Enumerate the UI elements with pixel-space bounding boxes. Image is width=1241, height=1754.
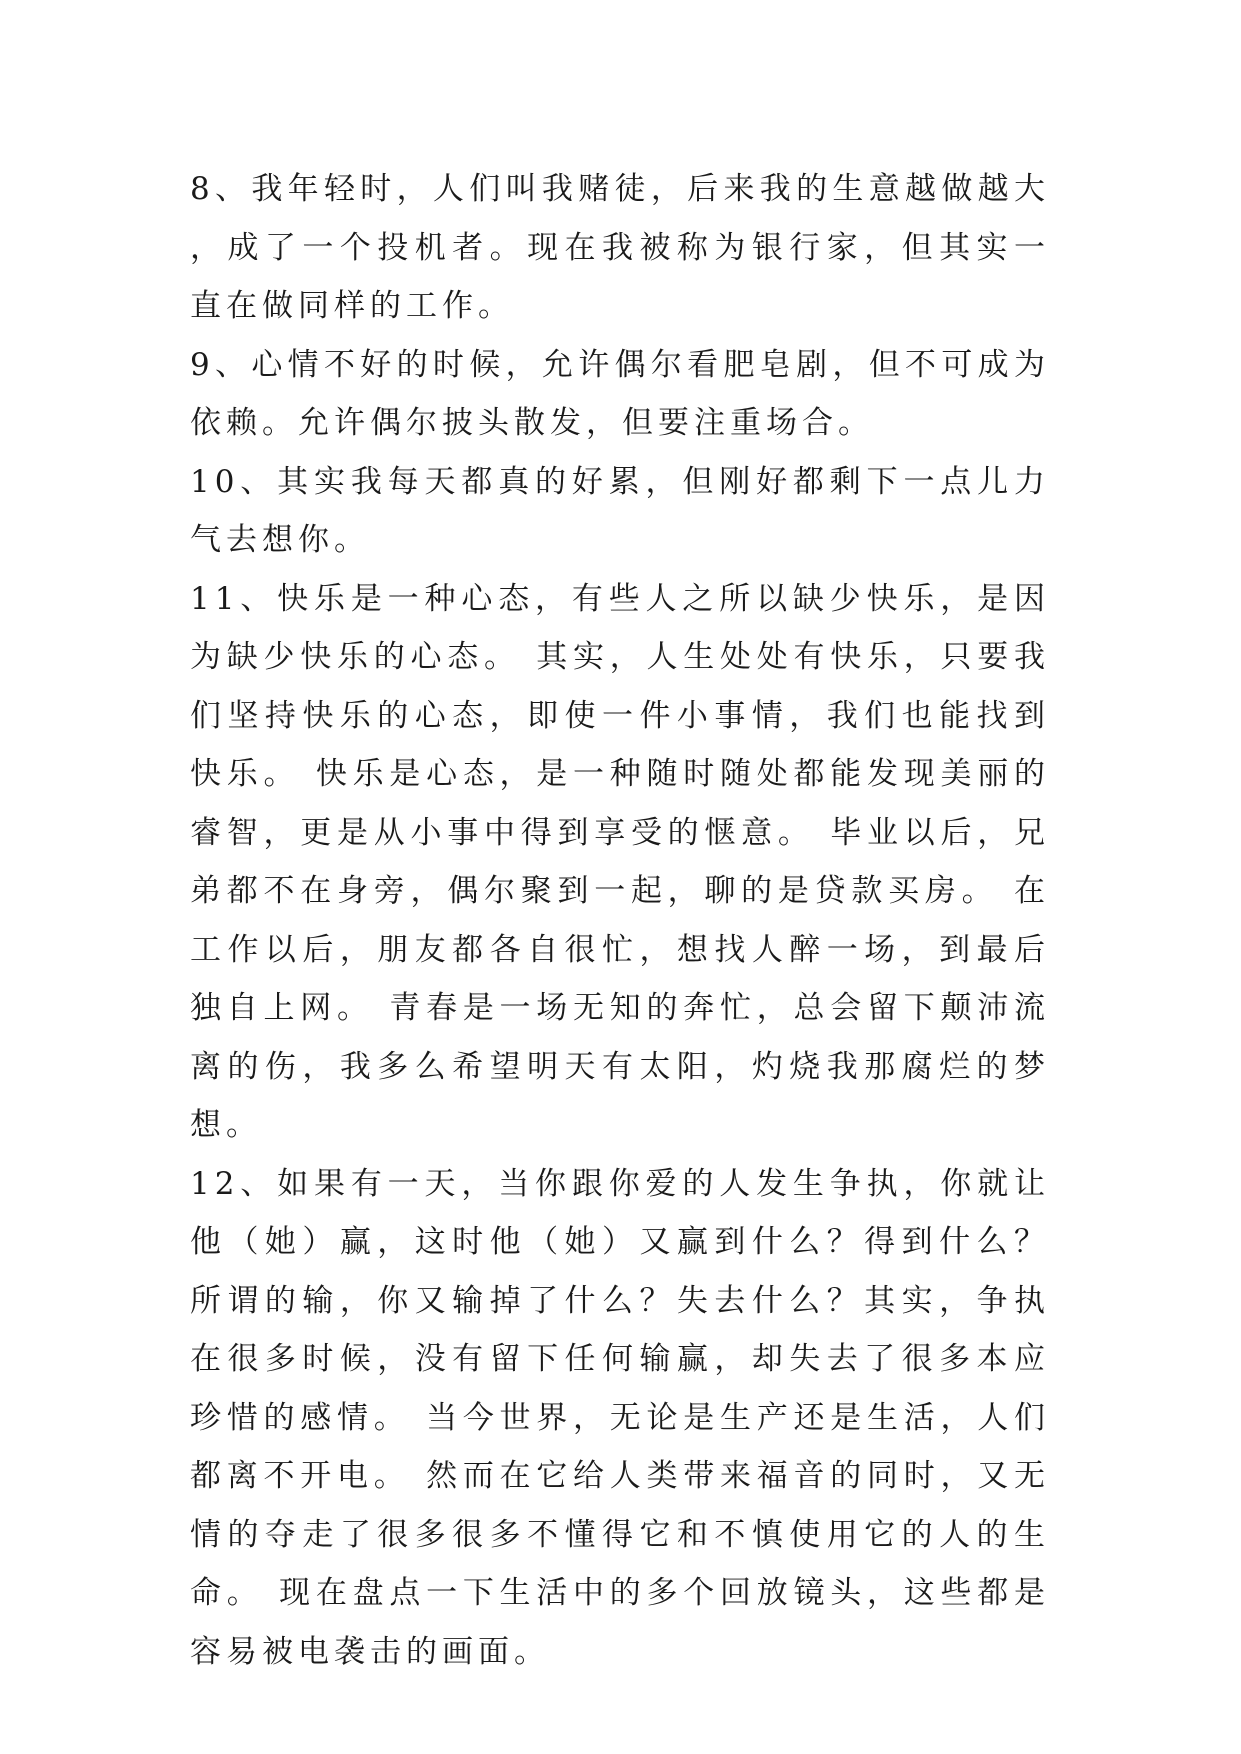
document-body: [190, 160, 1050, 1681]
paragraph-8: 8、我年轻时，人们叫我赌徒，后来我的生意越做越大，成了一个投机者。现在我被称为银行家，但其实一直在做同样的工作。: [190, 171, 1050, 324]
paragraph-12: 12、如果有一天，当你跟你爱的人发生争执，你就让他（她）赢，这时他（她）又赢到什么？得到什么？所谓的输，你又输掉了什么？失去什么？其实，争执在很多时候，没有留下任何输赢，却失去了很多本应珍惜的感情。 当今世界，无论是生产还是生活，人们都离不开电。 然而在它给人类带来福音的同时，又无情的夺走了很多很多不懂得它和不慎使用它的人的生命。 现在盘点一下生活中的多个回放镜头，这些都是容易被电袭击的画面。: [190, 1165, 1050, 1670]
paragraph-9: 9、心情不好的时候，允许偶尔看肥皂剧，但不可成为依赖。允许偶尔披头散发，但要注重场合。: [190, 346, 1050, 441]
paragraph-11: 11、快乐是一种心态，有些人之所以缺少快乐，是因为缺少快乐的心态。 其实，人生处处有快乐，只要我们坚持快乐的心态，即使一件小事情，我们也能找到快乐。 快乐是心态，是一种随时随处都能发现美丽的睿智，更是从小事中得到享受的惬意。 毕业以后，兄弟都不在身旁，偶尔聚到一起，聊的是贷款买房。 在工作以后，朋友都各自很忙，想找人醉一场，到最后独自上网。 青春是一场无知的奔忙，总会留下颠沛流离的伤，我多么希望明天有太阳，灼烧我那腐烂的梦想。: [190, 580, 1050, 1143]
paragraph-10: 10、其实我每天都真的好累，但刚好都剩下一点儿力气去想你。: [190, 463, 1050, 558]
